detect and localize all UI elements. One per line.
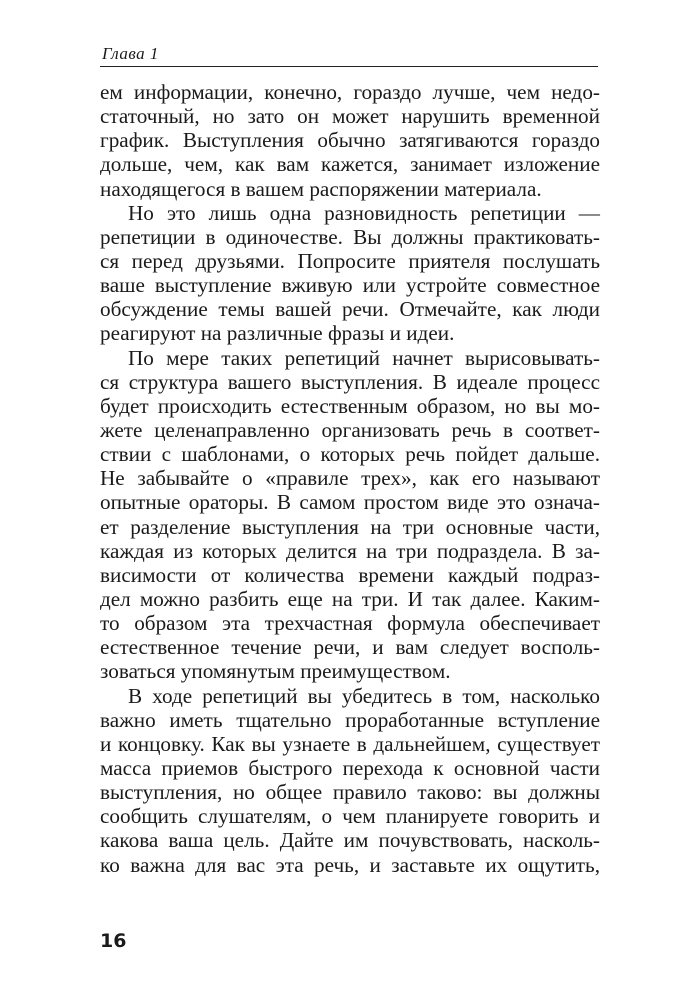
- text-line: ет разделение выступления на три основные части,: [100, 514, 600, 539]
- text-line: ваше выступление вживую или устройте совместное: [100, 273, 600, 298]
- text-line: выступления, но общее правило таково: вы должны: [100, 780, 600, 805]
- text-line: статочный, но зато он может нарушить временной: [100, 104, 600, 129]
- text-line: зоваться упомянутым преимуществом.: [100, 659, 451, 684]
- text-line: ся перед друзьями. Попросите приятеля послушать: [100, 248, 600, 273]
- text-line: жете целенаправленно организовать речь в соответ-: [100, 417, 600, 442]
- text-line: важно иметь тщательно проработанные вступление: [100, 707, 600, 732]
- text-line: ко важна для вас эта речь, и заставьте их ощутить,: [100, 852, 600, 877]
- text-line: ем информации, конечно, гораздо лучше, чем недо-: [100, 80, 600, 104]
- text-line: ствии с шаблонами, о которых речь пойдет дальше.: [100, 442, 600, 467]
- text-line: естественное течение речи, и вам следует восполь-: [100, 635, 600, 660]
- body-text: [100, 80, 600, 877]
- text-line: ся структура вашего выступления. В идеале процесс: [100, 369, 600, 394]
- text-line: график. Выступления обычно затягиваются гораздо: [100, 128, 600, 153]
- text-line: Не забывайте о «правиле трех», как его называют: [100, 466, 600, 491]
- text-line: В ходе репетиций вы убедитесь в том, насколько: [128, 683, 600, 708]
- text-line: обсуждение темы вашей речи. Отмечайте, как люди: [100, 297, 600, 322]
- text-line: Но это лишь одна разновидность репетиции —: [128, 200, 600, 225]
- text-line: По мере таких репетиций начнет вырисовывать-: [128, 345, 600, 370]
- chapter-title: Глава 1: [102, 44, 159, 63]
- page-number: 16: [100, 930, 127, 952]
- text-line: какова ваша цель. Дайте им почувствовать, насколь-: [100, 828, 600, 853]
- text-line: то образом эта трехчастная формула обеспечивает: [100, 611, 600, 636]
- text-line: масса приемов быстрого перехода к основной части: [100, 755, 600, 780]
- text-line: реагируют на различные фразы и идеи.: [100, 321, 455, 346]
- text-line: будет происходить естественным образом, но вы мо-: [100, 393, 600, 418]
- running-head: [100, 42, 598, 67]
- text-line: и концовку. Как вы узнаете в дальнейшем, существует: [100, 731, 600, 756]
- text-line: сообщить слушателям, о чем планируете говорить и: [100, 804, 600, 829]
- text-line: находящегося в вашем распоряжении материала.: [100, 176, 542, 201]
- text-line: висимости от количества времени каждый подраз-: [100, 562, 600, 587]
- text-line: каждая из которых делится на три подраздела. В за-: [100, 538, 600, 563]
- text-line: дольше, чем, как вам кажется, занимает изложение: [100, 152, 600, 177]
- text-line: репетиции в одиночестве. Вы должны практиковать-: [100, 224, 600, 249]
- text-line: опытные ораторы. В самом простом виде это означа-: [100, 490, 600, 515]
- text-line: дел можно разбить еще на три. И так далее. Каким-: [100, 586, 600, 611]
